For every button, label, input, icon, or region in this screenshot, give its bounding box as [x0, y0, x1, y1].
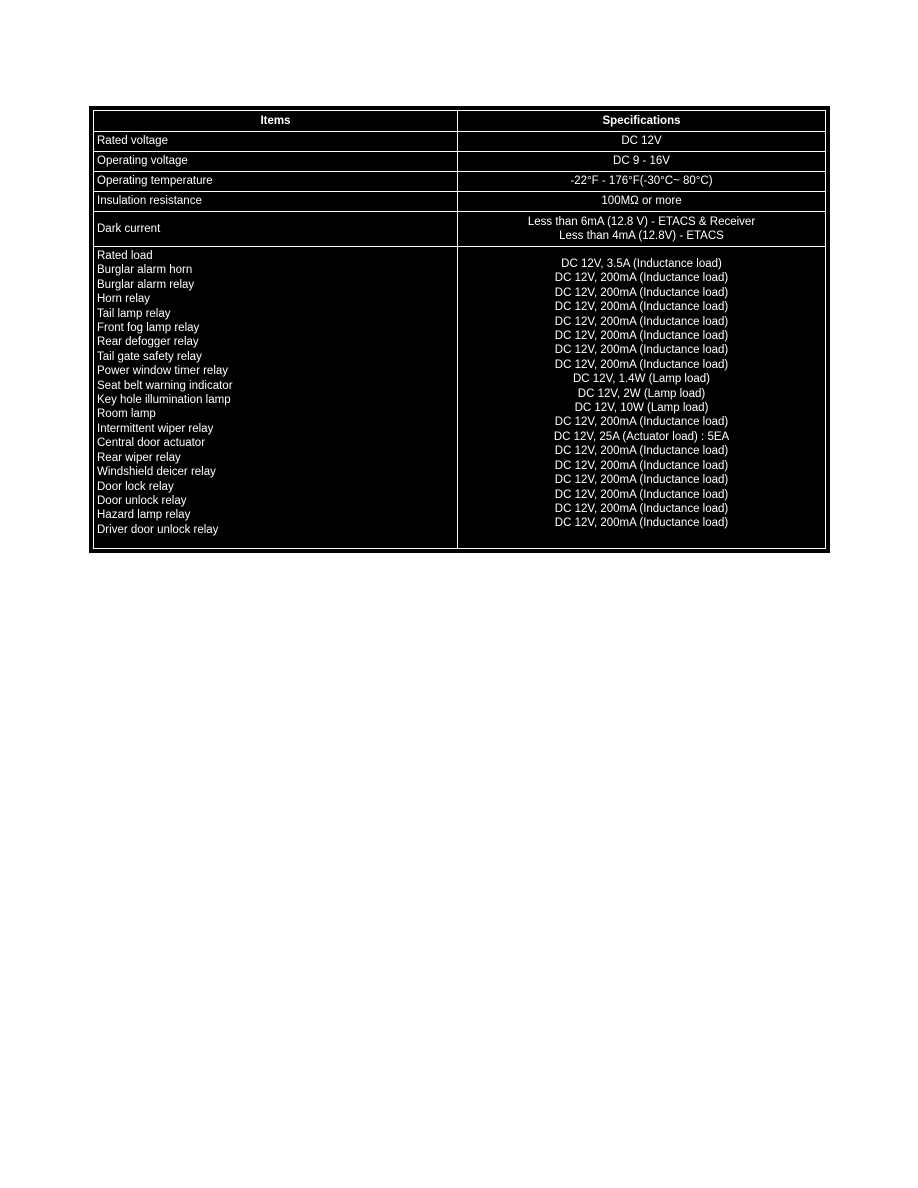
- load-spec: DC 12V, 3.5A (Inductance load): [561, 258, 722, 270]
- load-spec: DC 12V, 200mA (Inductance load): [554, 330, 729, 343]
- load-spec: DC 12V, 200mA (Inductance load): [554, 344, 729, 357]
- table-row: [94, 152, 826, 172]
- items-column-header: Items: [94, 111, 458, 132]
- load-item: Hazard lamp relay: [97, 509, 191, 522]
- load-spec: DC 12V, 200mA (Inductance load): [554, 488, 729, 501]
- table-row-dark-current: [94, 212, 826, 247]
- load-spec: DC 12V, 200mA (Inductance load): [554, 315, 729, 328]
- specifications-table: [93, 110, 826, 549]
- specifications-table-frame: [89, 106, 830, 553]
- load-spec: DC 12V, 200mA (Inductance load): [554, 272, 729, 285]
- load-items-cell: [94, 247, 458, 549]
- spec-line: Less than 4mA (12.8V) - ETACS: [559, 230, 724, 242]
- load-item: Tail lamp relay: [97, 307, 171, 320]
- item-cell: Dark current: [94, 212, 458, 247]
- load-spec: DC 12V, 2W (Lamp load): [577, 387, 706, 400]
- spec-cell: DC 12V: [458, 132, 826, 152]
- item-cell: Operating voltage: [94, 152, 458, 172]
- load-item: Door unlock relay: [97, 494, 187, 507]
- load-item: Rated load: [97, 250, 153, 262]
- load-item: Room lamp: [97, 408, 156, 421]
- spec-cell: DC 9 - 16V: [458, 152, 826, 172]
- load-item: Key hole illumination lamp: [97, 394, 231, 407]
- load-spec: DC 12V, 200mA (Inductance load): [554, 416, 729, 429]
- load-item: Power window timer relay: [97, 365, 229, 378]
- table-header-row: [94, 111, 826, 132]
- load-spec: DC 12V, 200mA (Inductance load): [554, 459, 729, 472]
- load-specs-cell: [458, 247, 826, 549]
- item-cell: Operating temperature: [94, 172, 458, 192]
- load-spec: DC 12V, 200mA (Inductance load): [554, 445, 729, 458]
- table-row: [94, 132, 826, 152]
- specifications-column-header: Specifications: [458, 111, 826, 132]
- load-item: Front fog lamp relay: [97, 322, 200, 335]
- table-row-rated-load: [94, 247, 826, 549]
- spec-cell: 100MΩ or more: [458, 192, 826, 212]
- spec-cell: -22°F - 176°F(-30°C~ 80°C): [458, 172, 826, 192]
- load-item: Horn relay: [97, 293, 151, 306]
- load-spec: DC 12V, 200mA (Inductance load): [554, 286, 729, 299]
- load-item: Seat belt warning indicator: [97, 379, 233, 392]
- item-cell: Rated voltage: [94, 132, 458, 152]
- load-spec: DC 12V, 200mA (Inductance load): [554, 358, 729, 371]
- load-item: Door lock relay: [97, 480, 174, 493]
- load-item: Central door actuator: [97, 437, 206, 450]
- load-spec: DC 12V, 1.4W (Lamp load): [572, 373, 710, 386]
- load-item: Windshield deicer relay: [97, 466, 216, 479]
- load-spec: DC 12V, 200mA (Inductance load): [554, 474, 729, 487]
- table-row: [94, 192, 826, 212]
- load-item: Burglar alarm relay: [97, 278, 195, 291]
- load-spec: DC 12V, 25A (Actuator load) : 5EA: [553, 430, 730, 443]
- table-row: [94, 172, 826, 192]
- load-item: Driver door unlock relay: [97, 523, 219, 536]
- load-spec: DC 12V, 200mA (Inductance load): [554, 301, 729, 314]
- load-item: Rear defogger relay: [97, 336, 199, 349]
- load-item: Tail gate safety relay: [97, 350, 202, 363]
- load-item: Rear wiper relay: [97, 451, 181, 464]
- spec-line: Less than 6mA (12.8 V) - ETACS & Receiver: [527, 215, 756, 228]
- item-cell: Insulation resistance: [94, 192, 458, 212]
- load-spec: DC 12V, 200mA (Inductance load): [554, 517, 729, 530]
- load-spec: DC 12V, 200mA (Inductance load): [554, 502, 729, 515]
- load-item: Intermittent wiper relay: [97, 422, 214, 435]
- load-item: Burglar alarm horn: [97, 264, 193, 277]
- load-spec: DC 12V, 10W (Lamp load): [574, 402, 709, 415]
- spec-cell: [458, 212, 826, 247]
